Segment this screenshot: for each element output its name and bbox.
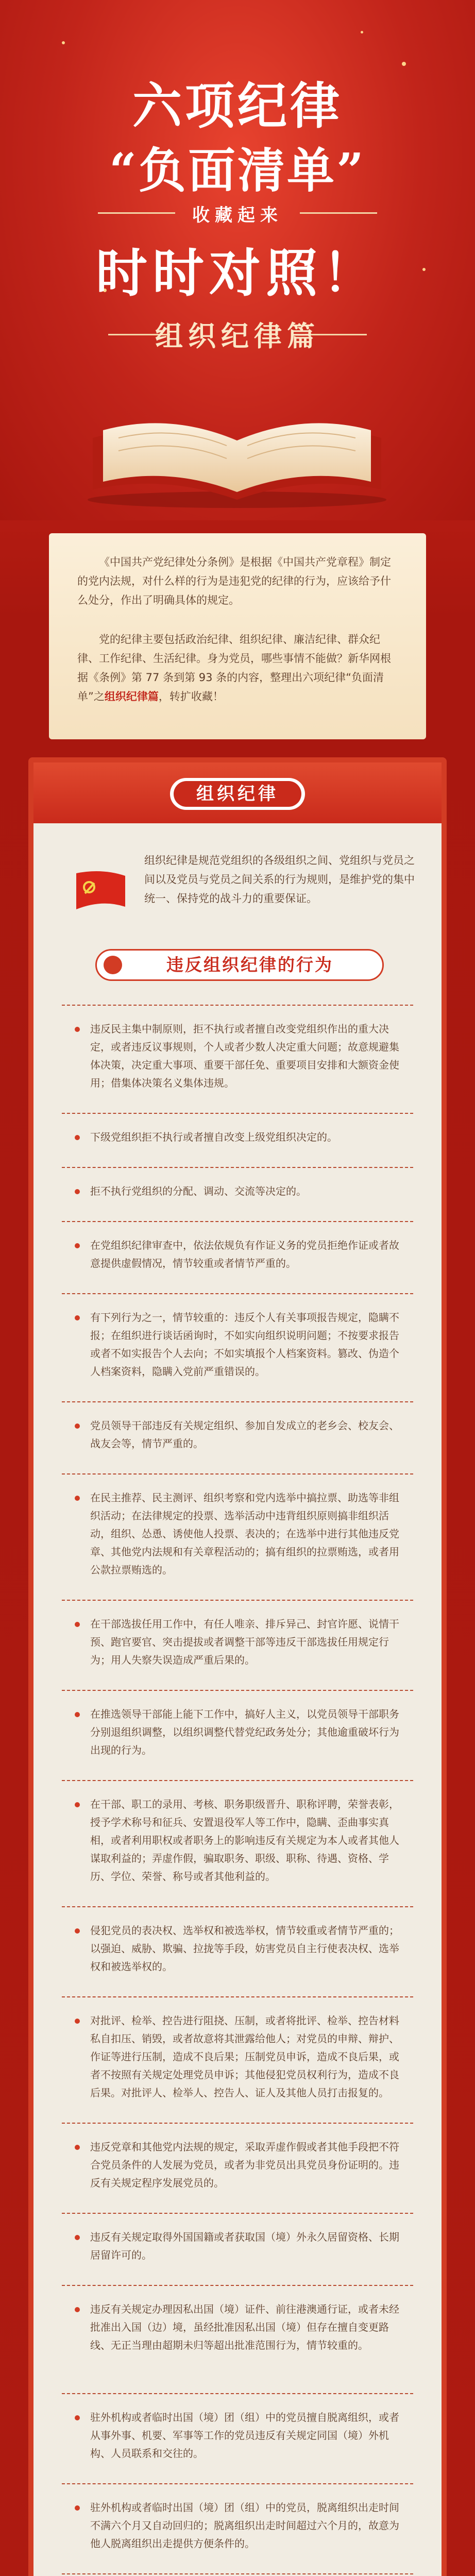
section-tag [170, 778, 305, 810]
item-divider [62, 1005, 413, 1006]
item-divider [62, 1996, 413, 1997]
item-divider [62, 1401, 413, 1402]
bullet-icon [75, 1423, 80, 1429]
hero-title-line2: “负面清单” [109, 143, 366, 198]
section-description: 组织纪律是规范党组织的各级组织之间、党组织与党员之间以及党员与党员之间关系的行为规则，是维护党的集中统一、保持党的战斗力的重要保证。 [144, 854, 415, 905]
violations-title: 违反组织纪律的行为 [166, 955, 333, 975]
item-divider [62, 1473, 413, 1475]
violation-item: 在民主推荐、民主测评、组织考察和党内选举中搞拉票、助选等非组织活动；在法律规定的投票、选举活动中违背组织原则搞非组织活动，组织、怂恿、诱使他人投票、表决的；在选举中进行其他违反党章、其他党内法规和有关章程活动的；搞有组织的拉票贿选，或者用公款拉票贿选的。 [90, 1492, 399, 1576]
bullet-icon [75, 1712, 80, 1717]
item-divider [62, 2393, 413, 2394]
violation-item: 下级党组织拒不执行或者擅自改变上级党组织决定的。 [90, 1131, 337, 1143]
violation-item: 拒不执行党组织的分配、调动、交流等决定的。 [90, 1185, 307, 1197]
panel-header [33, 762, 442, 823]
hero-title-line3: 时时对照！ [96, 243, 379, 303]
violation-item: 违反民主集中制原则，拒不执行或者擅自改变党组织作出的重大决定，或者违反议事规则，个人或者少数人决定重大问题；故意规避集体决策，决定重大事项、重要干部任免、重要项目安排和大额资金使用；借集体决策名义集体违规。 [90, 1023, 399, 1089]
bullet-icon [75, 1027, 80, 1032]
item-divider [62, 2123, 413, 2124]
violation-item: 在干部选拔任用工作中，有任人唯亲、排斥异己、封官许愿、说情干预、跑官要官、突击提拔或者调整干部等违反干部选拔任用规定行为；用人失察失误造成严重后果的。 [90, 1618, 399, 1666]
bullet-icon [75, 2505, 80, 2511]
bullet-icon [75, 1315, 80, 1320]
item-divider [62, 1600, 413, 1601]
violation-item: 在干部、职工的录用、考核、职务职级晋升、职称评聘，荣誉表彰，授予学术称号和征兵、安置退役军人等工作中，隐瞒、歪曲事实真相，或者利用职权或者职务上的影响违反有关规定为本人或者其他人谋取利益的；弄虚作假，骗取职务、职级、职称、待遇、资格、学历、学位、荣誉、称号或者其他利益的。 [90, 1798, 399, 1883]
bullet-icon [75, 2019, 80, 2024]
bullet-icon [75, 2235, 80, 2240]
violation-item: 违反党章和其他党内法规的规定，采取弄虚作假或者其他手段把不符合党员条件的人发展为党员，或者为非党员出具党员身份证明的。违反有关规定程序发展党员的。 [90, 2141, 399, 2189]
item-divider [62, 1167, 413, 1168]
violation-item: 对批评、检举、控告进行阻挠、压制，或者将批评、检举、控告材料私自扣压、销毁，或者故意将其泄露给他人；对党员的申辩、辩护、作证等进行压制，造成不良后果；压制党员申诉，造成不良后果，或者不按照有关规定处理党员申诉；其他侵犯党员权利行为，造成不良后果。对批评人、检举人、控告人、证人及其他人员打击报复的。 [90, 2014, 399, 2099]
hero-title-line1: 六项纪律 [132, 77, 343, 135]
bullet-icon [75, 1802, 80, 1807]
item-divider [62, 2285, 413, 2286]
bullet-icon [75, 2415, 80, 2420]
violations-title-tag [95, 949, 384, 985]
item-divider [62, 1221, 413, 1222]
bullet-icon [75, 2307, 80, 2312]
bullet-icon [75, 2145, 80, 2150]
badge-icon [104, 956, 122, 974]
bullet-icon [75, 1496, 80, 1501]
intro-paragraph-2 [77, 630, 398, 706]
party-flag-icon [74, 871, 128, 912]
item-divider [62, 2213, 413, 2214]
intro-p2-highlight: 组织纪律篇 [104, 690, 159, 703]
bullet-icon [75, 1135, 80, 1140]
section-tag-label: 组织纪律 [174, 781, 301, 807]
item-divider [62, 1906, 413, 1907]
intro-card [49, 533, 426, 739]
intro-p2-text: 党的纪律主要包括政治纪律、组织纪律、廉洁纪律、群众纪律、工作纪律、生活纪律。身为党员，哪些事情不能做？新华网根据《条例》第 77 条到第 93 条的内容，整理出六项纪律“负面清单”之 [77, 633, 391, 703]
violation-item: 驻外机构或者临时出国（境）团（组）中的党员擅自脱离组织，或者从事外事、机要、军事等工作的党员违反有关规定同国（境）外机构、人员联系和交往的。 [90, 2411, 399, 2460]
violation-item: 违反有关规定取得外国国籍或者获取国（境）外永久居留资格、长期居留许可的。 [90, 2231, 399, 2261]
bullet-icon [75, 1622, 80, 1627]
item-divider [62, 2483, 413, 2484]
open-book-icon [82, 376, 392, 510]
hero-subtitle: 组织纪律篇 [155, 320, 320, 352]
bullet-icon [75, 1189, 80, 1194]
hero-collect-label: 收藏起来 [192, 205, 283, 226]
violation-item: 在推选领导干部能上能下工作中，搞好人主义，以党员领导干部职务分别退组织调整，以组织调整代替党纪政务处分；其他逾重破坏行为出现的行为。 [90, 1708, 399, 1756]
item-divider [62, 1690, 413, 1691]
intro-paragraph-1: 《中国共产党纪律处分条例》是根据《中国共产党章程》制定的党内法规，对什么样的行为是违犯党的纪律的行为，应该给予什么处分，作出了明确具体的规定。 [77, 556, 391, 606]
item-divider [62, 2573, 413, 2574]
intro-p2-tail: ，转扩收藏！ [158, 690, 224, 703]
violation-item: 侵犯党员的表决权、选举权和被选举权，情节较重或者情节严重的；以强迫、威胁、欺骗、拉拢等手段，妨害党员自主行使表决权、选举权和被选举权的。 [90, 1924, 399, 1973]
violation-item: 在党组织纪律审查中，依法依规负有作证义务的党员拒绝作证或者故意提供虚假情况，情节较重或者情节严重的。 [90, 1239, 399, 1269]
item-divider [62, 1780, 413, 1781]
hero-banner [0, 0, 475, 520]
violation-item: 党员领导干部违反有关规定组织、参加自发成立的老乡会、校友会、战友会等，情节严重的。 [90, 1419, 399, 1450]
bullet-icon [75, 1928, 80, 1934]
content-panel [28, 757, 447, 2576]
bullet-icon [75, 1243, 80, 1248]
violation-item: 违反有关规定办理因私出国（境）证件、前往港澳通行证，或者未经批准出入国（边）境，虽经批准因私出国（境）但存在擅自变更路线、无正当理由超期未归等超出批准范围行为，情节较重的。 [90, 2303, 399, 2351]
item-divider [62, 1113, 413, 1114]
violation-item: 驻外机构或者临时出国（境）团（组）中的党员，脱离组织出走时间不满六个月又自动回归的；脱离组织出走时间超过六个月的，故意为他人脱离组织出走提供方便条件的。 [90, 2501, 399, 2550]
item-divider [62, 1293, 413, 1294]
violation-item: 有下列行为之一，情节较重的：违反个人有关事项报告规定，隐瞒不报；在组织进行谈话函询时，不如实向组织说明问题；不按要求报告或者不如实报告个人去向；不如实填报个人档案资料。篡改、伪造个人档案资料，隐瞒入党前严重错误的。 [90, 1311, 399, 1378]
